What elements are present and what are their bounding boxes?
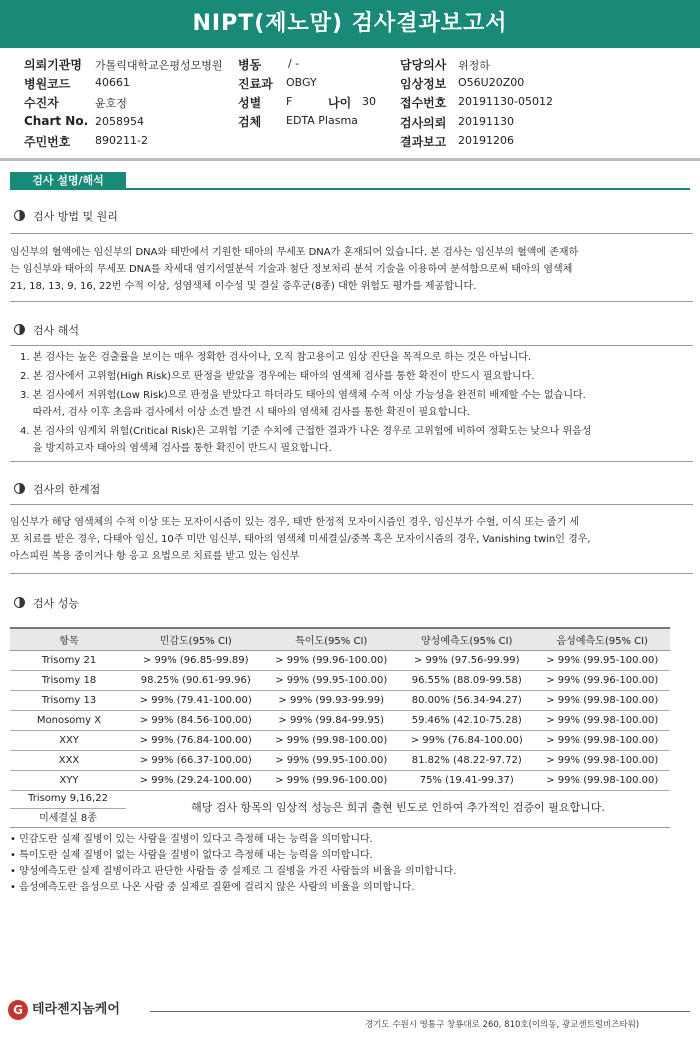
- definition-item: • 민감도란 실제 질병이 있는 사람을 질병이 있다고 측정해 내는 능력을 의미합니다.: [10, 834, 373, 845]
- table-cell: 59.46% (42.10-75.28): [399, 711, 535, 731]
- inst-label: 의뢰기관명: [24, 58, 82, 72]
- limitations-title: 검사의 한계점: [33, 483, 101, 496]
- table-row: [10, 731, 670, 751]
- half-circle-icon: [14, 597, 25, 608]
- table-cell: > 99% (79.41-100.00): [128, 691, 264, 711]
- row-label: Monosomy X: [10, 711, 128, 731]
- company-address: 경기도 수원시 영통구 창룡대로 260, 810호(이의동, 광교센트럴비즈타워): [365, 1020, 640, 1030]
- method-line: 21, 18, 13, 9, 16, 22번 수적 이상, 성염색체 이수성 및 결실 증후군(8종) 대한 위험도 평가를 제공합니다.: [10, 281, 477, 292]
- table-cell: > 99% (76.84-100.00): [128, 731, 264, 751]
- sex-value: F: [286, 95, 293, 108]
- hospcode-label: 병원코드: [24, 77, 71, 91]
- accession-value: 20191130-05012: [458, 95, 553, 108]
- patient-header: [0, 54, 700, 160]
- table-cell: > 99% (66.37-100.00): [128, 751, 264, 771]
- row-label: XYY: [10, 771, 128, 791]
- divider: [10, 301, 693, 302]
- divider: [10, 504, 693, 505]
- half-circle-icon: [14, 210, 25, 221]
- list-item: 2. 본 검사에서 고위험(High Risk)으로 판정을 받았을 경우에는 태아의 염색체 검사를 통한 확진이 반드시 필요합니다.: [20, 371, 535, 382]
- table-cell: > 99% (99.96-100.00): [264, 771, 400, 791]
- table-cell: > 99% (99.98-100.00): [535, 751, 671, 771]
- specimen-value: EDTA Plasma: [286, 114, 358, 127]
- report-label: 결과보고: [400, 135, 447, 149]
- table-cell: > 99% (99.93-99.99): [264, 691, 400, 711]
- company-logo: [8, 998, 120, 1020]
- rrn-value: 890211-2: [95, 134, 148, 147]
- table-cell: 81.82% (48.22-97.72): [399, 751, 535, 771]
- interpretation-heading: [14, 322, 79, 338]
- clinical-label: 임상정보: [400, 77, 447, 91]
- table-header-row: [10, 628, 670, 651]
- row-label: Trisomy 18: [10, 671, 128, 691]
- table-cell: > 99% (76.84-100.00): [399, 731, 535, 751]
- rare-items: [10, 789, 126, 828]
- definition-item: • 특이도란 실제 질병이 없는 사람을 질병이 없다고 측정해 내는 능력을 의미합니다.: [10, 850, 373, 861]
- table-cell: 80.00% (56.34-94.27): [399, 691, 535, 711]
- row-label: XXX: [10, 751, 128, 771]
- limitations-heading: [14, 481, 100, 497]
- table-row: [10, 691, 670, 711]
- table-cell: > 99% (99.98-100.00): [264, 731, 400, 751]
- footer-divider: [150, 1011, 690, 1012]
- request-value: 20191130: [458, 115, 514, 128]
- interpretation-title: 검사 해석: [33, 324, 80, 337]
- method-title: 검사 방법 및 원리: [33, 210, 118, 223]
- table-cell: > 99% (84.56-100.00): [128, 711, 264, 731]
- list-item: 따라서, 검사 이후 초음파 검사에서 이상 소견 발견 시 태아의 염색체 검사를 통한 확진이 필요합니다.: [20, 407, 470, 418]
- hospcode-value: 40661: [95, 76, 130, 89]
- table-cell: 96.55% (88.09-99.58): [399, 671, 535, 691]
- divider: [10, 573, 693, 574]
- table-row: [10, 771, 670, 791]
- table-cell: > 99% (99.95-100.00): [535, 651, 671, 671]
- chart-value: 2058954: [95, 115, 144, 128]
- rare-items-row: [10, 789, 670, 828]
- half-circle-icon: [14, 483, 25, 494]
- specimen-label: 검체: [238, 115, 262, 129]
- list-item: 4. 본 검사의 임계치 위험(Critical Risk)은 고위험 기준 수치에 근접한 결과가 나온 경우로 고위험에 비하여 정확도는 낮으나 위음성: [20, 426, 592, 437]
- row-label: Trisomy 21: [10, 651, 128, 671]
- method-heading: [14, 208, 118, 224]
- column-header: 음성예측도(95% CI): [535, 628, 671, 651]
- report-title: NIPT(제노맘) 검사결과보고서: [0, 0, 700, 48]
- doctor-value: 위정하: [458, 59, 490, 72]
- performance-table: [10, 627, 670, 791]
- rare-item: 미세결실 8종: [39, 813, 97, 824]
- column-header: 민감도(95% CI): [128, 628, 264, 651]
- patient-value: 윤호정: [95, 97, 127, 110]
- table-cell: > 99% (99.95-100.00): [264, 751, 400, 771]
- table-cell: > 99% (99.98-100.00): [535, 691, 671, 711]
- table-cell: > 99% (97.56-99.99): [399, 651, 535, 671]
- limitations-paragraph: [10, 514, 693, 565]
- definition-item: • 양성예측도란 실제 질병이라고 판단한 사람들 중 실제로 그 질병을 가진 사람들의 비율을 의미합니다.: [10, 866, 457, 877]
- row-label: XXY: [10, 731, 128, 751]
- section-tab: 검사 설명/해석: [10, 172, 126, 190]
- list-item: 을 방지하고자 태아의 염색체 검사를 통한 확진이 반드시 필요합니다.: [20, 443, 332, 454]
- request-label: 검사의뢰: [400, 116, 447, 130]
- table-cell: > 99% (99.98-100.00): [535, 771, 671, 791]
- column-header: 특이도(95% CI): [264, 628, 400, 651]
- company-name: 테라젠지놈케어: [32, 1002, 120, 1017]
- report-value: 20191206: [458, 134, 514, 147]
- table-cell: 75% (19.41-99.37): [399, 771, 535, 791]
- table-cell: 98.25% (90.61-99.96): [128, 671, 264, 691]
- divider: [10, 461, 693, 462]
- limitations-line: 아스피린 복용 중이거나 항 응고 요법으로 치료를 받고 있는 임신부: [10, 551, 300, 562]
- list-item: 3. 본 검사에서 저위험(Low Risk)으로 판정을 받았다고 하더라도 태아의 염색체 수적 이상 가능성을 완전히 배제할 수는 없습니다.: [20, 390, 586, 401]
- table-cell: > 99% (96.85-99.89): [128, 651, 264, 671]
- dept-label: 진료과: [238, 77, 273, 91]
- method-line: 임신부의 혈액에는 임신부의 DNA와 태반에서 기원한 태아의 무세포 DNA가 혼재되어 있습니다. 본 검사는 임신부의 혈액에 존재하: [10, 247, 579, 258]
- logo-mark-icon: G: [8, 1000, 28, 1020]
- column-header: 항목: [10, 628, 128, 651]
- table-row: [10, 751, 670, 771]
- divider: [10, 345, 693, 346]
- table-row: [10, 651, 670, 671]
- header-divider: [0, 158, 700, 161]
- definition-item: • 음성예측도란 음성으로 나온 사람 중 실제로 질환에 걸리지 않은 사람의 비율을 의미합니다.: [10, 882, 415, 893]
- ward-value: / -: [288, 57, 300, 70]
- definitions-list: [10, 832, 456, 896]
- column-header: 양성예측도(95% CI): [399, 628, 535, 651]
- inst-value: 가톨릭대학교은평성모병원: [95, 59, 223, 72]
- dept-value: OBGY: [286, 76, 317, 89]
- table-cell: > 99% (99.98-100.00): [535, 731, 671, 751]
- divider: [10, 233, 693, 234]
- rrn-label: 주민번호: [24, 135, 71, 149]
- ward-label: 병동: [238, 58, 262, 72]
- clinical-value: O56U20Z00: [458, 76, 525, 89]
- table-cell: > 99% (99.96-100.00): [264, 651, 400, 671]
- patient-label: 수진자: [24, 96, 59, 110]
- table-cell: > 99% (99.98-100.00): [535, 711, 671, 731]
- limitations-line: 임신부가 해당 염색체의 수적 이상 또는 모자이시즘이 있는 경우, 태반 한정적 모자이시즘인 경우, 임신부가 수혈, 이식 또는 줄기 세: [10, 517, 580, 528]
- accession-label: 접수번호: [400, 96, 447, 110]
- limitations-line: 포 치료를 받은 경우, 다태아 임신, 10주 미만 임신부, 태아의 염색체 미세결실/중복 혹은 모자이시즘의 경우, Vanishing twin인 경우,: [10, 534, 591, 545]
- interpretation-list: [20, 349, 690, 457]
- table-cell: > 99% (29.24-100.00): [128, 771, 264, 791]
- method-line: 는 임신부와 태아의 무세포 DNA를 차세대 염기서열분석 기술과 첨단 정보처리 분석 기술을 이용하여 분석함으로써 태아의 염색체: [10, 264, 573, 275]
- half-circle-icon: [14, 324, 25, 335]
- row-label: Trisomy 13: [10, 691, 128, 711]
- performance-heading: [14, 595, 79, 611]
- table-cell: > 99% (99.84-99.95): [264, 711, 400, 731]
- sex-label: 성별: [238, 96, 262, 110]
- performance-title: 검사 성능: [33, 597, 80, 610]
- rare-item: Trisomy 9,16,22: [10, 789, 126, 809]
- doctor-label: 담당의사: [400, 58, 447, 72]
- method-paragraph: [10, 244, 693, 295]
- chart-label: Chart No.: [24, 114, 89, 128]
- table-row: [10, 711, 670, 731]
- section-underline: [10, 188, 690, 190]
- age-value: 30: [362, 95, 376, 108]
- age-label: 나이: [328, 96, 352, 110]
- table-cell: > 99% (99.96-100.00): [535, 671, 671, 691]
- rare-items-note: 해당 검사 항목의 임상적 성능은 희귀 출현 빈도로 인하여 추가적인 검증이 필요합니다.: [191, 801, 605, 814]
- table-cell: > 99% (99.95-100.00): [264, 671, 400, 691]
- list-item: 1. 본 검사는 높은 검출률을 보이는 매우 정확한 검사이나, 오직 참고용이고 임상 진단을 목적으로 하는 것은 아닙니다.: [20, 352, 532, 363]
- table-row: [10, 671, 670, 691]
